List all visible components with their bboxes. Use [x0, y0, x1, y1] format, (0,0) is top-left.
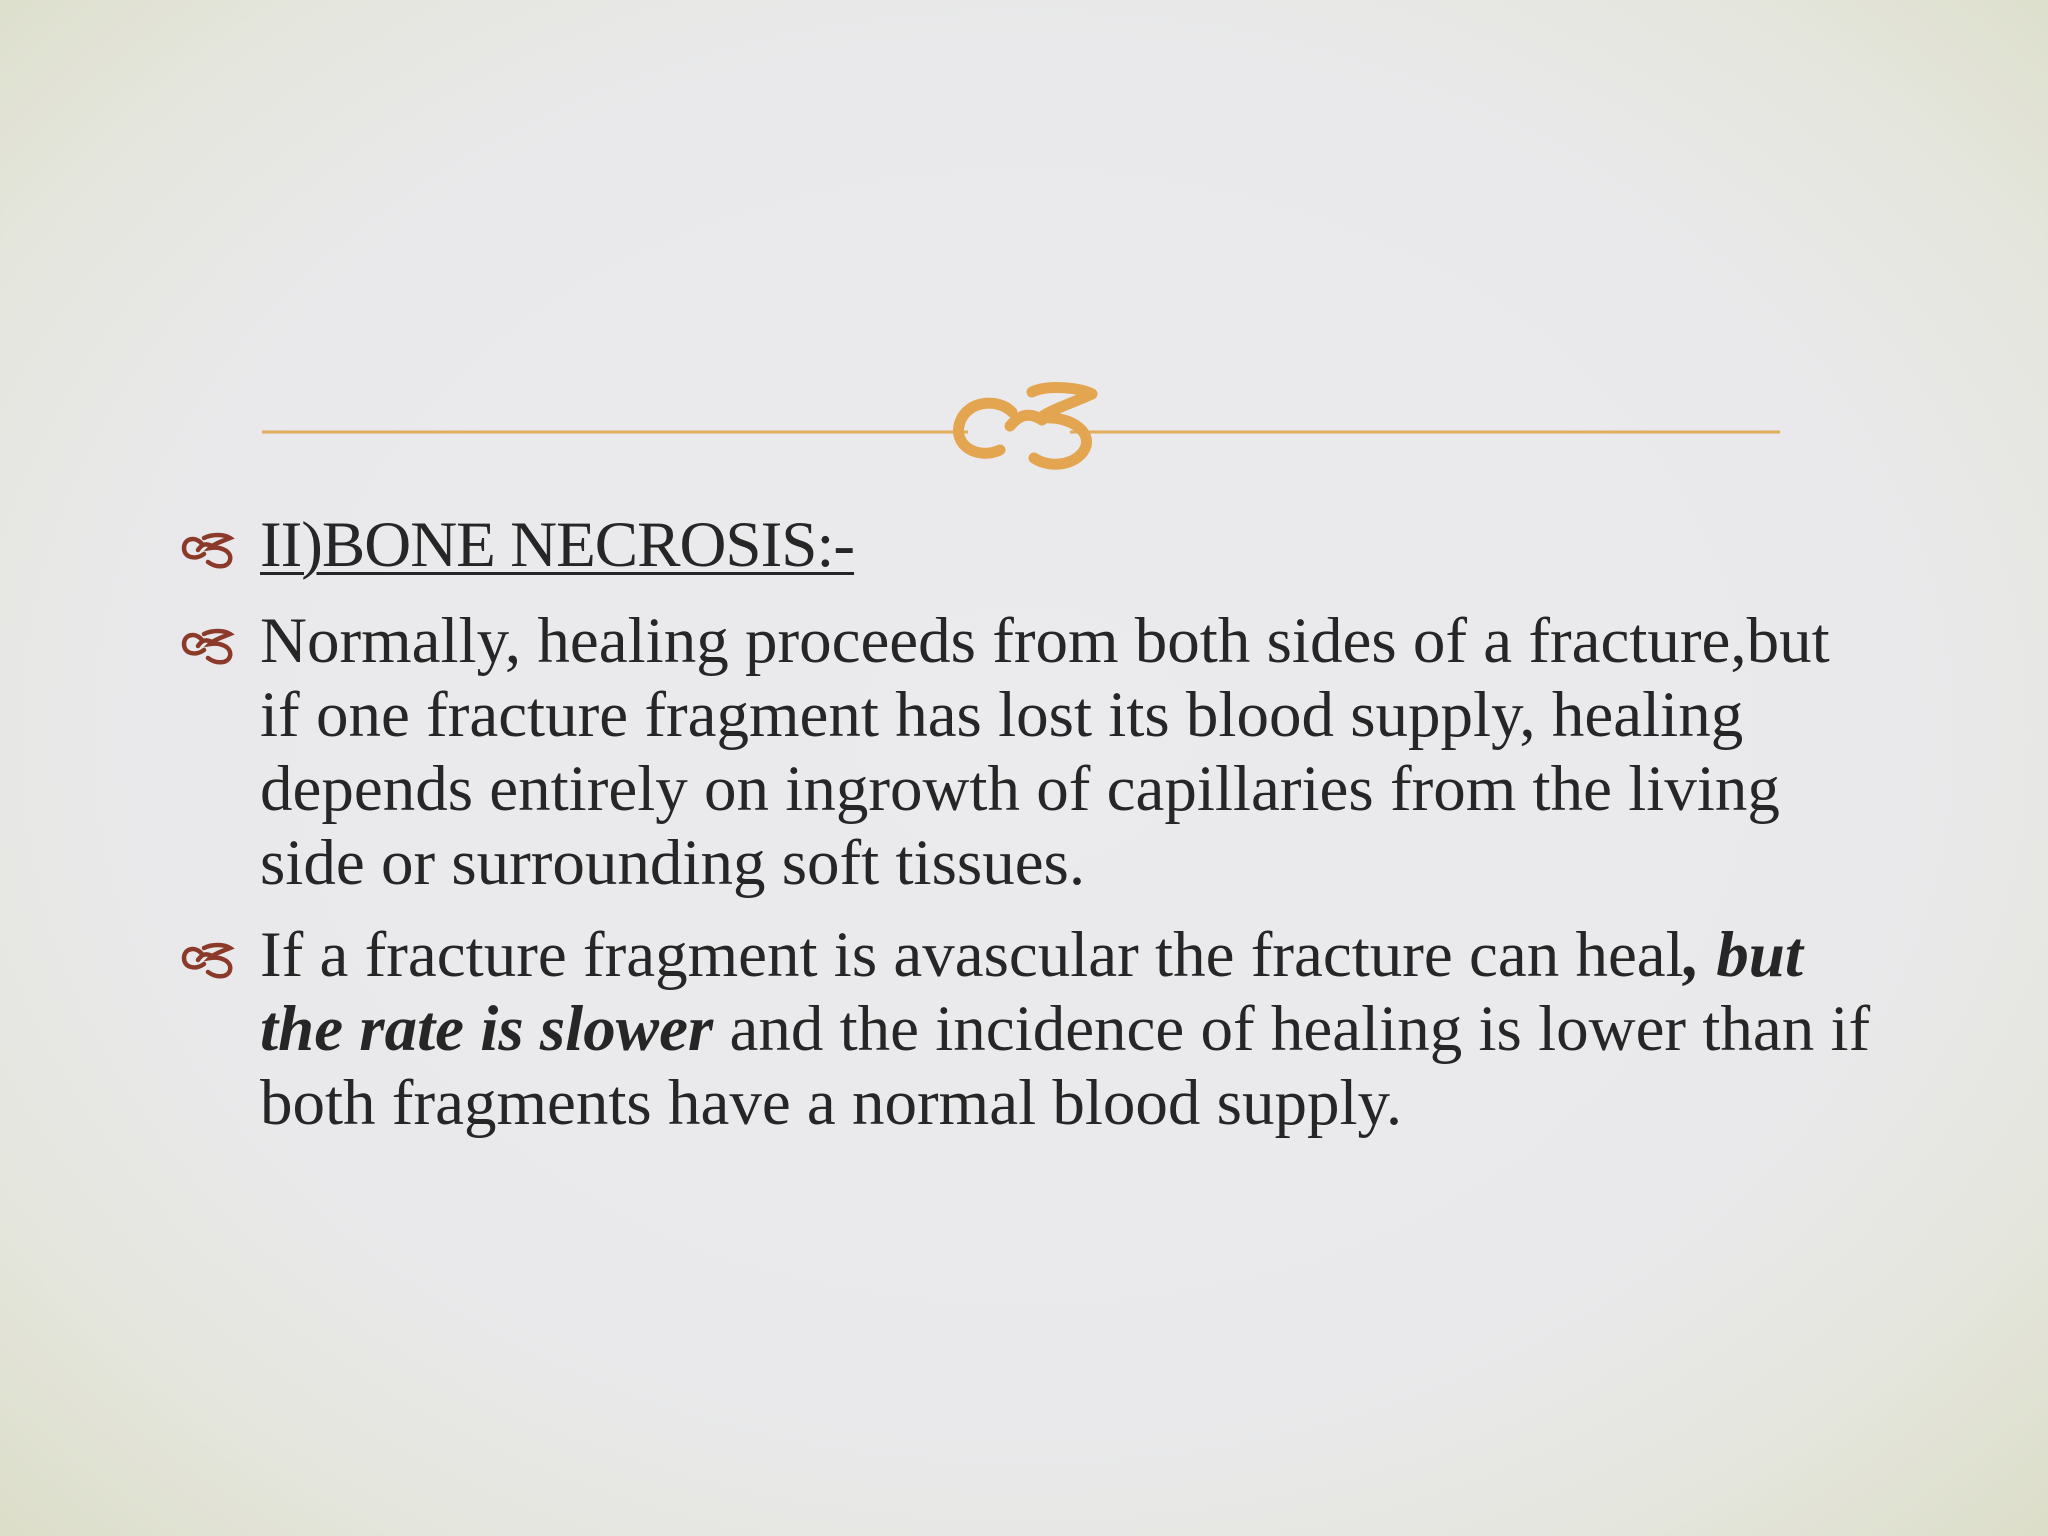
- flourish-bullet-icon: [176, 512, 246, 578]
- section-heading: II)BONE NECROSIS:-: [260, 509, 855, 581]
- flourish-ornament-icon: [959, 388, 1092, 465]
- flourish-bullet-icon: [176, 922, 246, 988]
- emphasized-text: , but the rate is slower: [260, 919, 1803, 1065]
- paragraph-text-start: If a fracture fragment is avascular the fracture can heal: [260, 919, 1684, 991]
- bullet-list: [176, 508, 1876, 1158]
- list-item: [176, 604, 1876, 900]
- paragraph-text: Normally, healing proceeds from both sides of a fracture,but if one fracture fragment has lost its blood supply, healing depends entirely on ingrowth of capillaries from the living side or surrounding soft tissues.: [260, 605, 1830, 899]
- flourish-bullet-icon: [176, 608, 246, 674]
- paragraph-text-end: and the incidence of healing is lower than if both fragments have a normal blood supply.: [260, 993, 1871, 1139]
- list-item: [176, 918, 1876, 1140]
- list-item-heading: [176, 508, 1876, 582]
